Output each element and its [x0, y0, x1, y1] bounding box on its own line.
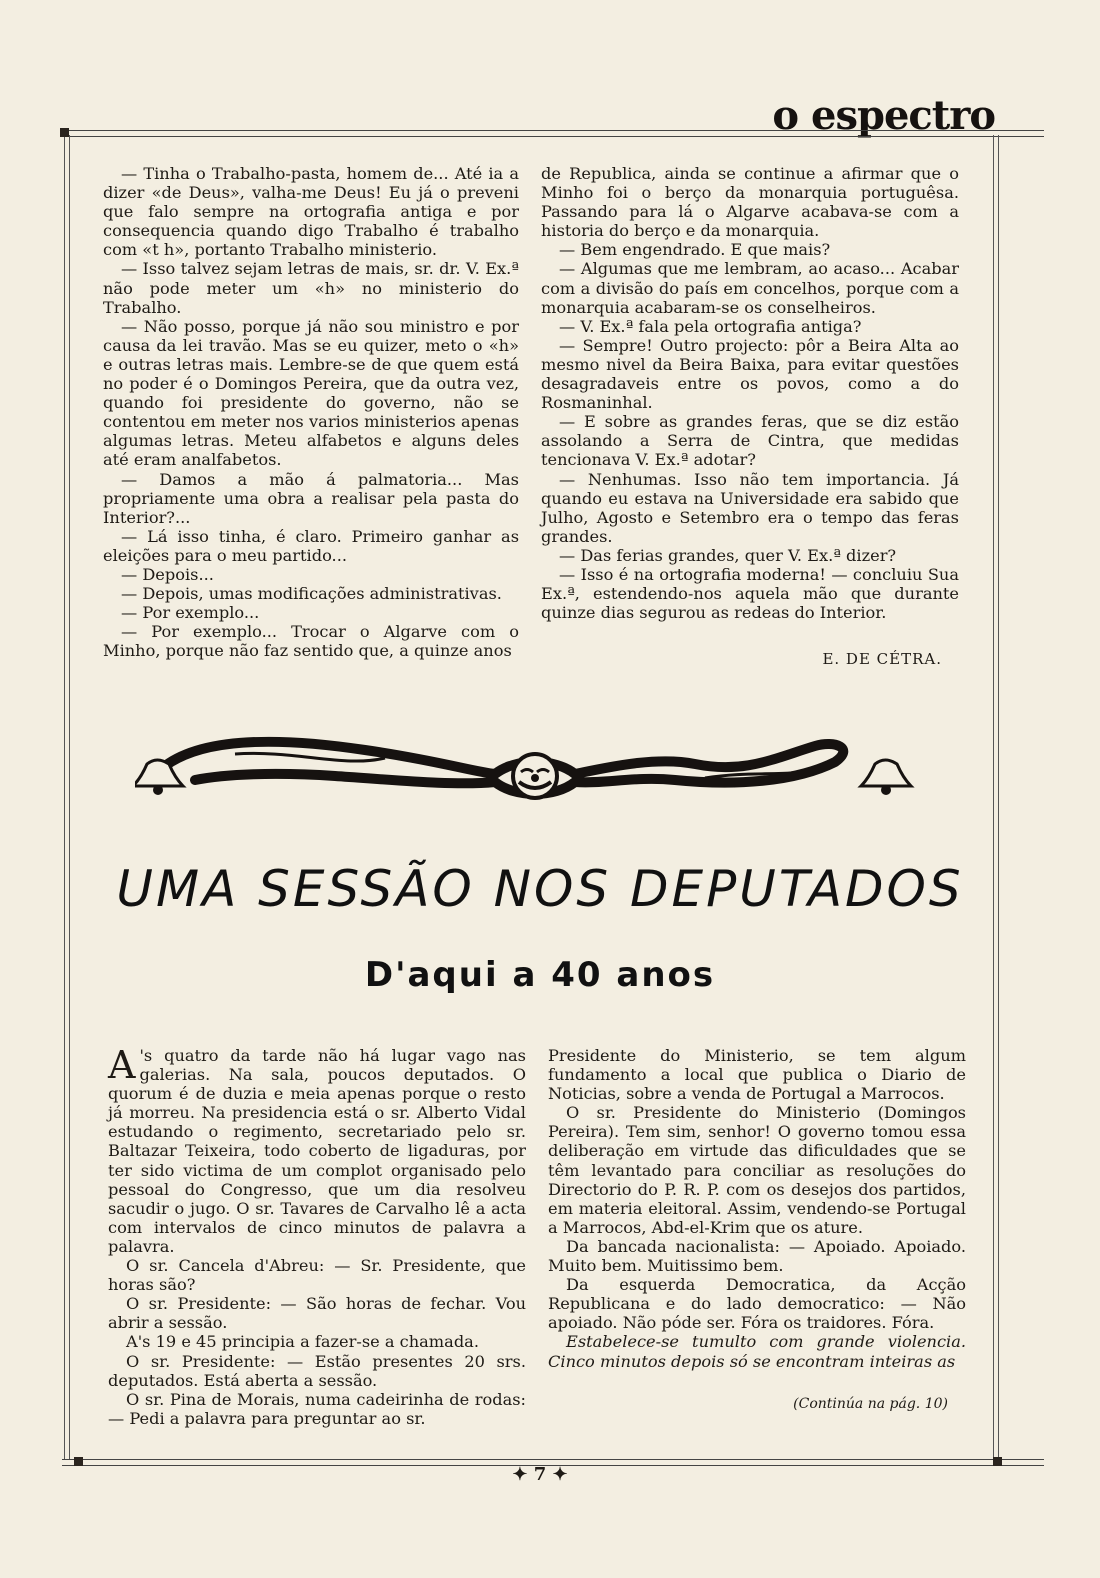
paragraph: — Lá isso tinha, é claro. Primeiro ganhar as eleições para o meu partido...	[103, 526, 519, 565]
page-number: ✦ 7 ✦	[512, 1464, 568, 1485]
paragraph: — Depois, umas modificações administrativas.	[121, 584, 502, 604]
paragraph: — Tinha o Trabalho-pasta, homem de... Até ia a dizer «de Deus», valha-me Deus! Eu já o preveni que falo sempre na ortografia antiga e por consequencia quando digo Trabalho é trabalho com «t h», portanto Trabalho ministerio.	[103, 164, 519, 260]
paragraph: Presidente do Ministerio, se tem algum fundamento a local que publica o Diario de Noticias, sobre a venda de Portugal a Marrocos.	[548, 1046, 966, 1104]
paragraph	[108, 1043, 526, 1256]
paragraph: — Nenhumas. Isso não tem importancia. Já quando eu estava na Universidade era sabido que Julho, Agosto e Setembro era o tempo das feras grandes.	[541, 469, 959, 546]
paragraph: — Por exemplo... Trocar o Algarve com o Minho, porque não faz sentido que, a quinze anos	[103, 622, 519, 661]
drop-cap: A	[108, 1043, 136, 1087]
paragraph: Estabelece-se tumulto com grande violencia. Cinco minutos depois só se encontram inteiras as	[548, 1332, 966, 1371]
paragraph: — Isso é na ortografia moderna! — concluiu Sua Ex.ª, estendendo-nos aquela mão que durante quinze dias segurou as redeas do Interior.	[541, 564, 959, 623]
paragraph: — E sobre as grandes feras, que se diz estão assolando a Serra de Cintra, que medidas tencionava V. Ex.ª adotar?	[541, 412, 959, 470]
article2-right-column	[548, 1046, 966, 1371]
author-signature: E. DE CÉTRA.	[822, 650, 942, 668]
article2-left-column	[108, 1043, 526, 1428]
article1-right-column	[541, 164, 959, 622]
paragraph: O sr. Cancela d'Abreu: — Sr. Presidente, que horas são?	[108, 1256, 526, 1295]
paragraph: — Depois...	[121, 564, 214, 584]
paragraph: — Algumas que me lembram, ao acaso... Acabar com a divisão do país em concelhos, porque com a monarquia acabaram-se os conselheiros.	[541, 259, 959, 317]
paragraph: — Damos a mão á palmatoria... Mas propriamente uma obra a realisar pela pasta do Interior?...	[103, 469, 519, 527]
paragraph: A's 19 e 45 principia a fazer-se a chamada.	[126, 1332, 479, 1352]
bell-icon	[861, 760, 911, 795]
ribbon-ornament	[135, 728, 935, 808]
left-rule	[64, 135, 70, 1459]
top-rule	[62, 130, 1044, 137]
paragraph: O sr. Presidente: — Estão presentes 20 srs. deputados. Está aberta a sessão.	[108, 1351, 526, 1390]
paragraph: — Das ferias grandes, quer V. Ex.ª dizer?	[559, 545, 897, 565]
paragraph: — Bem engendrado. E que mais?	[559, 240, 831, 260]
paragraph: O sr. Presidente do Ministerio (Domingos Pereira). Tem sim, senhor! O governo tomou essa deliberação em virtude das dificuldades que se têm levantado para conciliar as resoluções do Directorio do P. R. P. com os desejos dos partidos, em materia eleitoral. Assim, vendendo-se Portugal a Marrocos, Abd-el-Krim que os ature.	[548, 1103, 966, 1237]
paragraph: O sr. Pina de Morais, numa cadeirinha de rodas: — Pedi a palavra para preguntar ao sr.	[108, 1389, 526, 1428]
paragraph: — Sempre! Outro projecto: pôr a Beira Alta ao mesmo nivel da Beira Baixa, para evitar questões desagradaveis entre os povos, como a do Rosmaninhal.	[541, 335, 959, 413]
opening-text: 's quatro da tarde não há lugar vago nas galerias. Na sala, poucos deputados. O quorum é de duzia e meia apenas porque o resto já morreu. Na presidencia está o sr. Alberto Vidal estudando o regimento, secretariado pelo sr. Baltazar Teixeira, todo coberto de ligaduras, por ter sido victima de um complot organisado pelo pessoal do Congresso, que um dia resolveu sacudir o jugo. O sr. Tavares de Carvalho lê a acta com intervalos de cinco minutos de palavra a palavra.	[108, 1046, 526, 1256]
paragraph: de Republica, ainda se continue a afirmar que o Minho foi o berço da monarquia portuguêsa. Passando para lá o Algarve acabava-se com a historia do berço e da monarquia.	[541, 164, 959, 241]
paragraph: — V. Ex.ª fala pela ortografia antiga?	[559, 316, 862, 336]
article1-left-column	[103, 164, 519, 660]
paragraph: — Isso talvez sejam letras de mais, sr. dr. V. Ex.ª não pode meter um «h» no ministerio do Trabalho.	[103, 259, 519, 317]
right-rule	[993, 135, 999, 1459]
paragraph: Da bancada nacionalista: — Apoiado. Apoiado. Muito bem. Muitissimo bem.	[548, 1236, 966, 1276]
paragraph: — Não posso, porque já não sou ministro e por causa da lei travão. Mas se eu quizer, meto o «h» e outras letras mais. Lembre-se de que quem está no poder é o Domingos Pereira, que da outra vez, quando foi presidente do governo, não se contentou em meter nos varios ministerios apenas algumas letras. Meteu alfabetos e alguns deles até eram analfabetos.	[103, 316, 519, 470]
article-headline: UMA SESSÃO NOS DEPUTADOS	[116, 860, 964, 918]
bell-icon	[135, 760, 183, 795]
continued-note: (Continúa na pág. 10)	[793, 1396, 948, 1412]
paragraph: — Por exemplo...	[121, 603, 260, 623]
paragraph: O sr. Presidente: — São horas de fechar. Vou abrir a sessão.	[108, 1294, 526, 1333]
article-subheadline: D'aqui a 40 anos	[364, 955, 716, 995]
masthead-logo: o espectro	[772, 92, 995, 139]
corner-ornament	[60, 128, 69, 137]
paragraph: Da esquerda Democratica, da Acção Republicana e do lado democratico: — Não apoiado. Não póde ser. Fóra os traidores. Fóra.	[548, 1275, 966, 1333]
